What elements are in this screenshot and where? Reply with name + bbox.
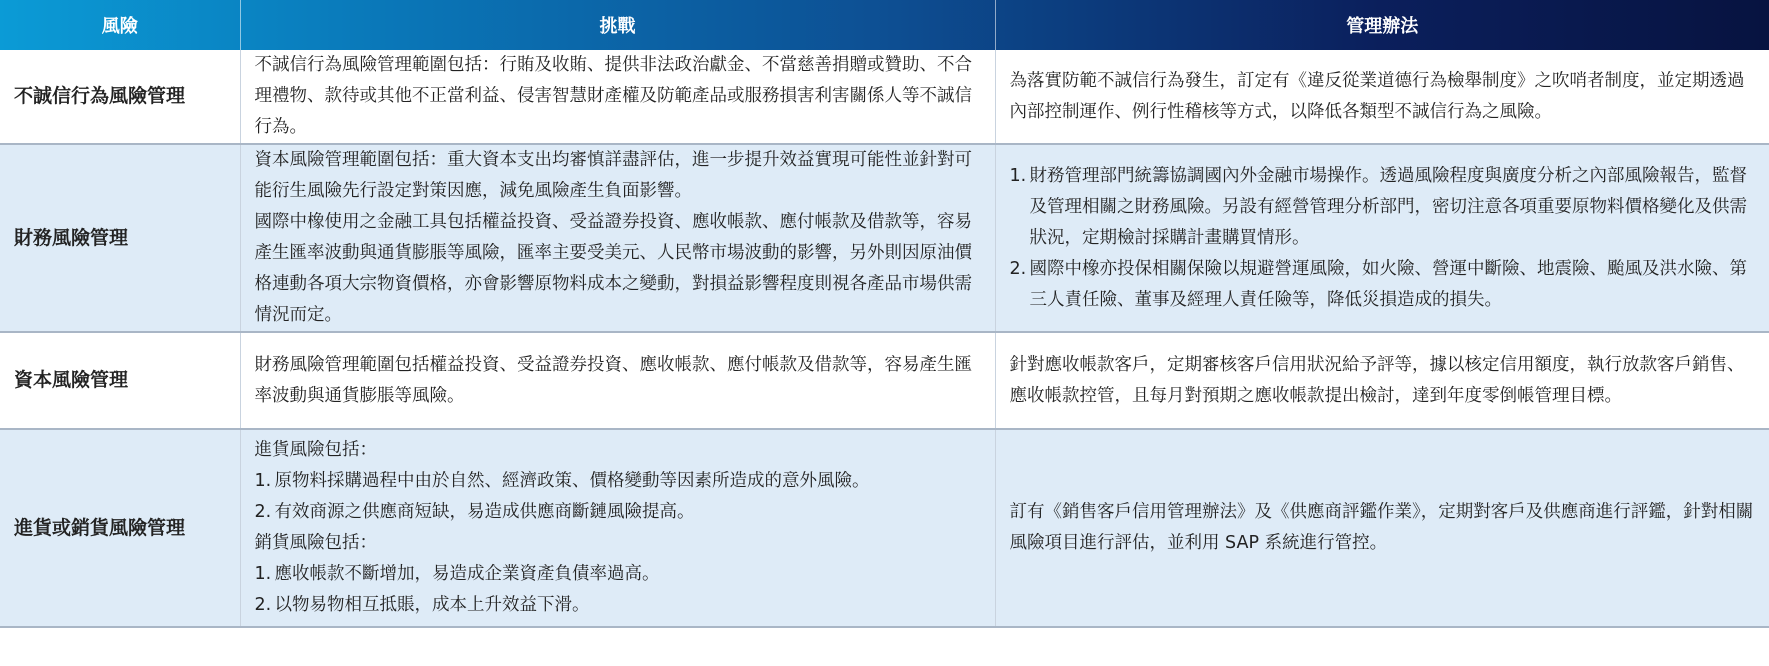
challenge-cell [240, 332, 995, 429]
header-challenge: 挑戰 [240, 0, 995, 50]
challenge-cell [240, 50, 995, 144]
management-list [1010, 161, 1756, 316]
header-risk: 風險 [101, 16, 138, 37]
management-cell [995, 50, 1769, 144]
table-row-finance [0, 144, 1769, 332]
list-item: 1. 應收帳款不斷增加，易造成企業資產負債率過高。 [254, 564, 660, 584]
challenge-paragraph-2: 國際中橡使用之金融工具包括權益投資、受益證券投資、應收帳款、應付帳款及借款等，容易產生匯率波動與通貨膨脹等風險，匯率主要受美元、人民幣市場波動的影響，另外則因原油價格連動各項大宗物資價格，亦會影響原物料成本之變動，對損益影響程度則視各產品市場供需情況而定。 [254, 212, 972, 325]
list-item: 2. 以物易物相互抵賬，成本上升效益下滑。 [254, 595, 590, 615]
header-management: 管理辦法 [995, 0, 1769, 50]
sales-risk-list [255, 559, 981, 621]
risk-name: 財務風險管理 [14, 226, 129, 249]
management-text: 訂有《銷售客戶信用管理辦法》及《供應商評鑑作業》，定期對客戶及供應商進行評鑑，針對相關風險項目進行評估，並利用 SAP 系統進行管控。 [1009, 502, 1754, 553]
management-text: 針對應收帳款客戶，定期審核客戶信用狀況給予評等，據以核定信用額度，執行放款客戶銷售、應收帳款控管，且每月對預期之應收帳款提出檢討，達到年度零倒帳管理目標。 [1009, 354, 1745, 406]
management-cell [995, 429, 1769, 627]
risk-name: 不誠信行為風險管理 [14, 85, 186, 107]
list-item: 2. 國際中橡亦投保相關保險以規避營運風險，如火險、營運中斷險、地震險、颱風及洪水險、第三人責任險、董事及經理人責任險等，降低災損造成的損失。 [1009, 258, 1747, 310]
purchase-risk-list [255, 466, 981, 528]
list-item: 2. 有效商源之供應商短缺，易造成供應商斷鏈風險提高。 [254, 502, 695, 522]
list-item: 1. 財務管理部門統籌協調國內外金融市場操作。透過風險程度與廣度分析之內部風險報告，監督及管理相關之財務風險。另設有經營管理分析部門，密切注意各項重要原物料價格變化及供需狀況，定期檢討採購計畫購買情形。 [1009, 165, 1747, 248]
management-text: 為落實防範不誠信行為發生，訂定有《違反從業道德行為檢舉制度》之吹哨者制度，並定期透過內部控制運作、例行性稽核等方式，以降低各類型不誠信行為之風險。 [1009, 70, 1745, 122]
management-cell [995, 332, 1769, 429]
table-header [0, 0, 1769, 50]
challenge-text: 不誠信行為風險管理範圍包括：行賄及收賄、提供非法政治獻金、不當慈善捐贈或贊助、不合理禮物、款待或其他不正當利益、侵害智慧財產權及防範產品或服務損害利害關係人等不誠信行為。 [254, 55, 972, 137]
table-row-integrity [0, 50, 1769, 144]
table-row-capital [0, 332, 1769, 429]
challenge-text: 財務風險管理範圍包括權益投資、受益證券投資、應收帳款、應付帳款及借款等，容易產生匯率波動與通貨膨脹等風險。 [254, 354, 972, 406]
table-row-purchase-sales [0, 429, 1769, 627]
management-cell [995, 144, 1769, 332]
challenge-paragraph-1: 資本風險管理範圍包括：重大資本支出均審慎詳盡評估，進一步提升效益實現可能性並針對可能衍生風險先行設定對策因應，減免風險產生負面影響。 [254, 150, 972, 201]
risk-name: 進貨或銷貨風險管理 [14, 516, 186, 539]
purchase-risk-intro: 進貨風險包括： [254, 440, 377, 460]
list-item: 1. 原物料採購過程中由於自然、經濟政策、價格變動等因素所造成的意外風險。 [254, 471, 870, 491]
header-row [0, 0, 1769, 50]
challenge-cell [240, 429, 995, 627]
challenge-cell [240, 144, 995, 332]
risk-name: 資本風險管理 [14, 369, 129, 391]
sales-risk-intro: 銷貨風險包括： [254, 533, 377, 553]
